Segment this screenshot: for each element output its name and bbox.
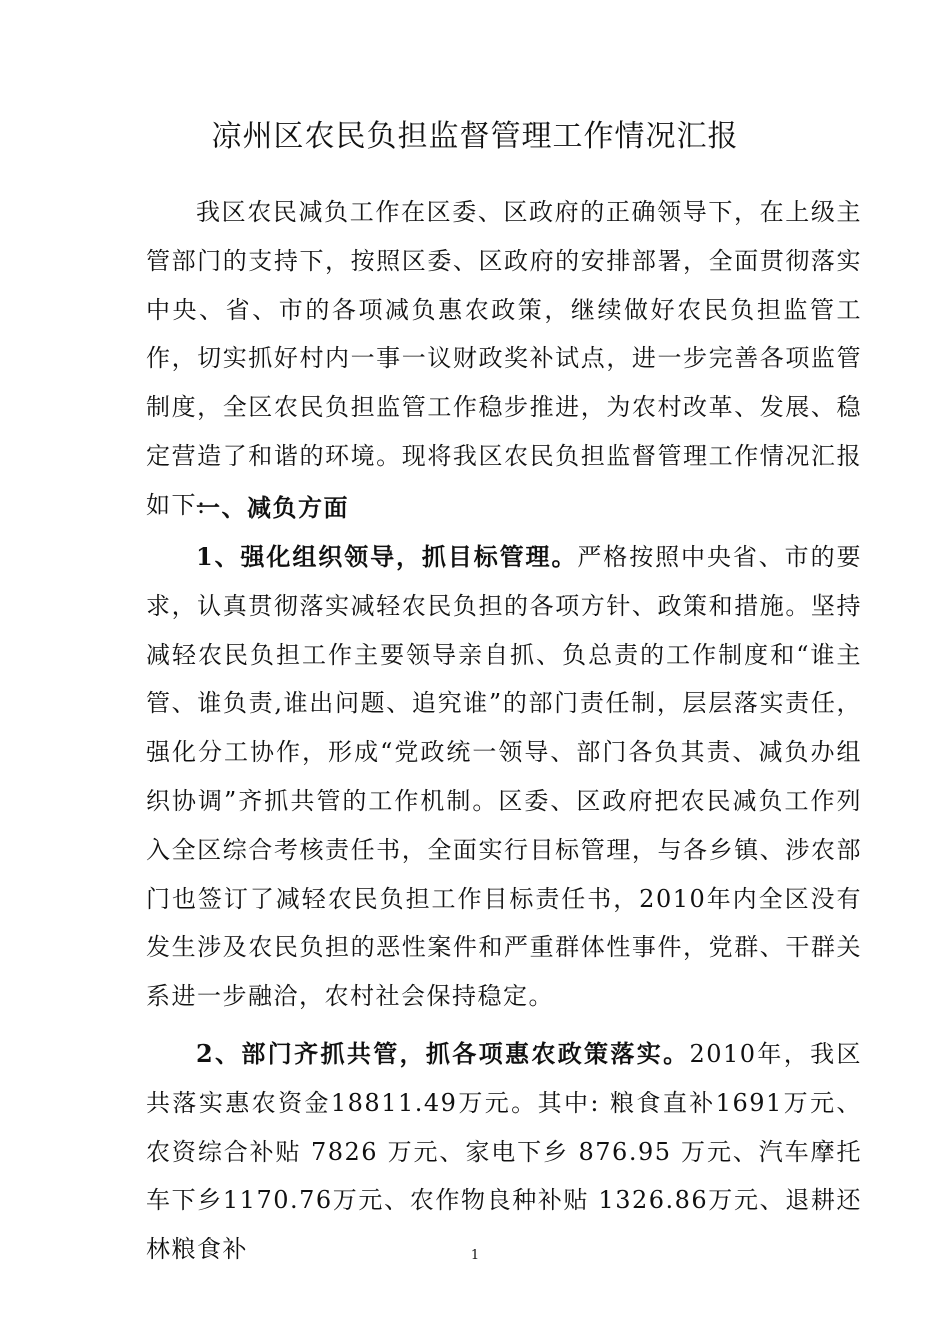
item-2-paragraph xyxy=(146,1030,862,1274)
document-title: 凉州区农民负担监督管理工作情况汇报 xyxy=(211,119,739,154)
item-1-text: 严格按照中央省、市的要求，认真贯彻落实减轻农民负担的各项方针、政策和措施。坚持减轻农民负担工作主要领导亲自抓、负总责的工作制度和“谁主管、谁负责,谁出问题、追究谁”的部门责任制，层层落实责任，强化分工协作，形成“党政统一领导、部门各负其责、减负办组织协调”齐抓共管的工作机制。区委、区政府把农民减负工作列入全区综合考核责任书，全面实行目标管理，与各乡镇、涉农部门也签订了减轻农民负担工作目标责任书，2010年内全区没有发生涉及农民负担的恶性案件和严重群体性事件，党群、干群关系进一步融洽，农村社会保持稳定。 xyxy=(146,543,863,1011)
item-1-paragraph xyxy=(146,533,862,1021)
intro-paragraph: 我区农民减负工作在区委、区政府的正确领导下，在上级主管部门的支持下，按照区委、区政府的安排部署，全面贯彻落实中央、省、市的各项减负惠农政策，继续做好农民负担监管工作，切实抓好村内一事一议财政奖补试点，进一步完善各项监管制度，全区农民负担监管工作稳步推进，为农村改革、发展、稳定营造了和谐的环境。现将我区农民负担监督管理工作情况汇报如下: xyxy=(146,198,862,519)
item-2-text: 2010年，我区共落实惠农资金18811.49万元。其中: 粮食直补1691万元、农资综合补贴 7826 万元、家电下乡 876.95 万元、汽车摩托车下乡1170.76万元、农作物良种补贴 1326.86万元、退耕还林粮食补 xyxy=(146,1040,863,1264)
item-2-lead: 2、部门齐抓共管，抓各项惠农政策落实。 xyxy=(196,1039,690,1068)
section-heading: 一、减负方面 xyxy=(196,493,349,522)
page-number: 1 xyxy=(470,1248,480,1263)
item-1-lead: 1、强化组织领导，抓目标管理。 xyxy=(196,542,578,571)
